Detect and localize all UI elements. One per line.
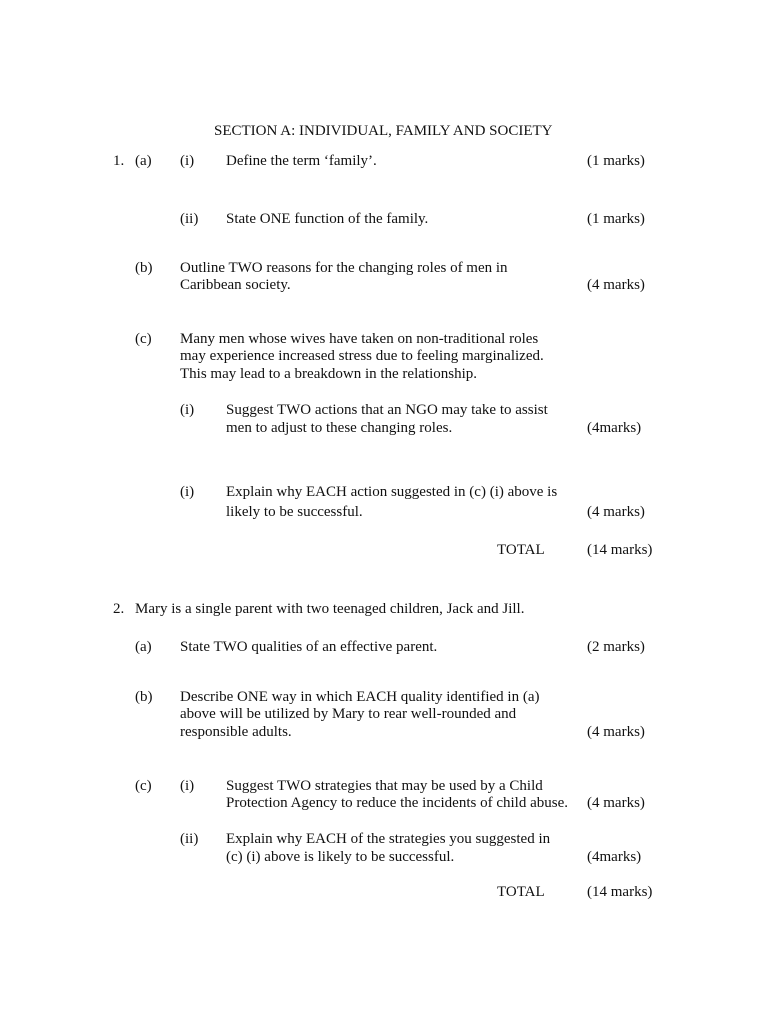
q1-c-ii-label: (i) bbox=[180, 484, 195, 500]
q1-b-marks: (4 marks) bbox=[587, 277, 645, 293]
q1-total-label: TOTAL bbox=[497, 542, 545, 558]
q2-c-ii-marks: (4marks) bbox=[587, 849, 642, 865]
q2-c-i-line: Suggest TWO strategies that may be used by a Child bbox=[226, 778, 543, 794]
q1-b-line: Caribbean society. bbox=[180, 277, 291, 293]
q1-c-ii-line: Explain why EACH action suggested in (c) (i) above is bbox=[226, 484, 558, 500]
q2-b-marks: (4 marks) bbox=[587, 724, 645, 740]
q2-c-ii-line: Explain why EACH of the strategies you suggested in bbox=[226, 831, 551, 847]
q2-total-label: TOTAL bbox=[497, 884, 545, 900]
q2-c-ii-line: (c) (i) above is likely to be successful. bbox=[226, 849, 455, 865]
q2-stem: Mary is a single parent with two teenaged children, Jack and Jill. bbox=[135, 601, 525, 617]
q1-b-line: Outline TWO reasons for the changing roles of men in bbox=[180, 260, 508, 276]
section-title: SECTION A: INDIVIDUAL, FAMILY AND SOCIETY bbox=[214, 123, 553, 139]
q1-a-ii-label: (ii) bbox=[180, 211, 199, 227]
q1-c-ii-marks: (4 marks) bbox=[587, 504, 645, 520]
q2-c-ii-label: (ii) bbox=[180, 831, 199, 847]
q1-b-label: (b) bbox=[135, 260, 153, 276]
q2-a-text: State TWO qualities of an effective parent. bbox=[180, 639, 438, 655]
q2-c-i-marks: (4 marks) bbox=[587, 795, 645, 811]
question-2-number: 2. bbox=[113, 601, 125, 617]
q2-b-line: above will be utilized by Mary to rear well-rounded and bbox=[180, 706, 517, 722]
q2-c-i-line: Protection Agency to reduce the incidents of child abuse. bbox=[226, 795, 568, 811]
q2-b-line: responsible adults. bbox=[180, 724, 292, 740]
q2-a-marks: (2 marks) bbox=[587, 639, 645, 655]
q1-c-line: This may lead to a breakdown in the relationship. bbox=[180, 366, 478, 382]
q1-a-i-text: Define the term ‘family’. bbox=[226, 153, 377, 169]
q1-c-line: Many men whose wives have taken on non-traditional roles bbox=[180, 331, 539, 347]
q2-total-marks: (14 marks) bbox=[587, 884, 653, 900]
q1-c-i-line: men to adjust to these changing roles. bbox=[226, 420, 453, 436]
q2-b-label: (b) bbox=[135, 689, 153, 705]
q2-a-label: (a) bbox=[135, 639, 152, 655]
q1-c-i-line: Suggest TWO actions that an NGO may take to assist bbox=[226, 402, 548, 418]
q1-c-label: (c) bbox=[135, 331, 152, 347]
q1-a-ii-marks: (1 marks) bbox=[587, 211, 645, 227]
q1-c-ii-line: likely to be successful. bbox=[226, 504, 363, 520]
q1-c-line: may experience increased stress due to feeling marginalized. bbox=[180, 348, 544, 364]
q1-total-marks: (14 marks) bbox=[587, 542, 653, 558]
q2-b-line: Describe ONE way in which EACH quality identified in (a) bbox=[180, 689, 540, 705]
q1-c-i-label: (i) bbox=[180, 402, 195, 418]
question-1-number: 1. bbox=[113, 153, 125, 169]
q1-a-label: (a) bbox=[135, 153, 152, 169]
q1-a-i-marks: (1 marks) bbox=[587, 153, 645, 169]
q2-c-label: (c) bbox=[135, 778, 152, 794]
q1-a-ii-text: State ONE function of the family. bbox=[226, 211, 429, 227]
q1-c-i-marks: (4marks) bbox=[587, 420, 642, 436]
q2-c-i-label: (i) bbox=[180, 778, 195, 794]
q1-a-i-label: (i) bbox=[180, 153, 195, 169]
